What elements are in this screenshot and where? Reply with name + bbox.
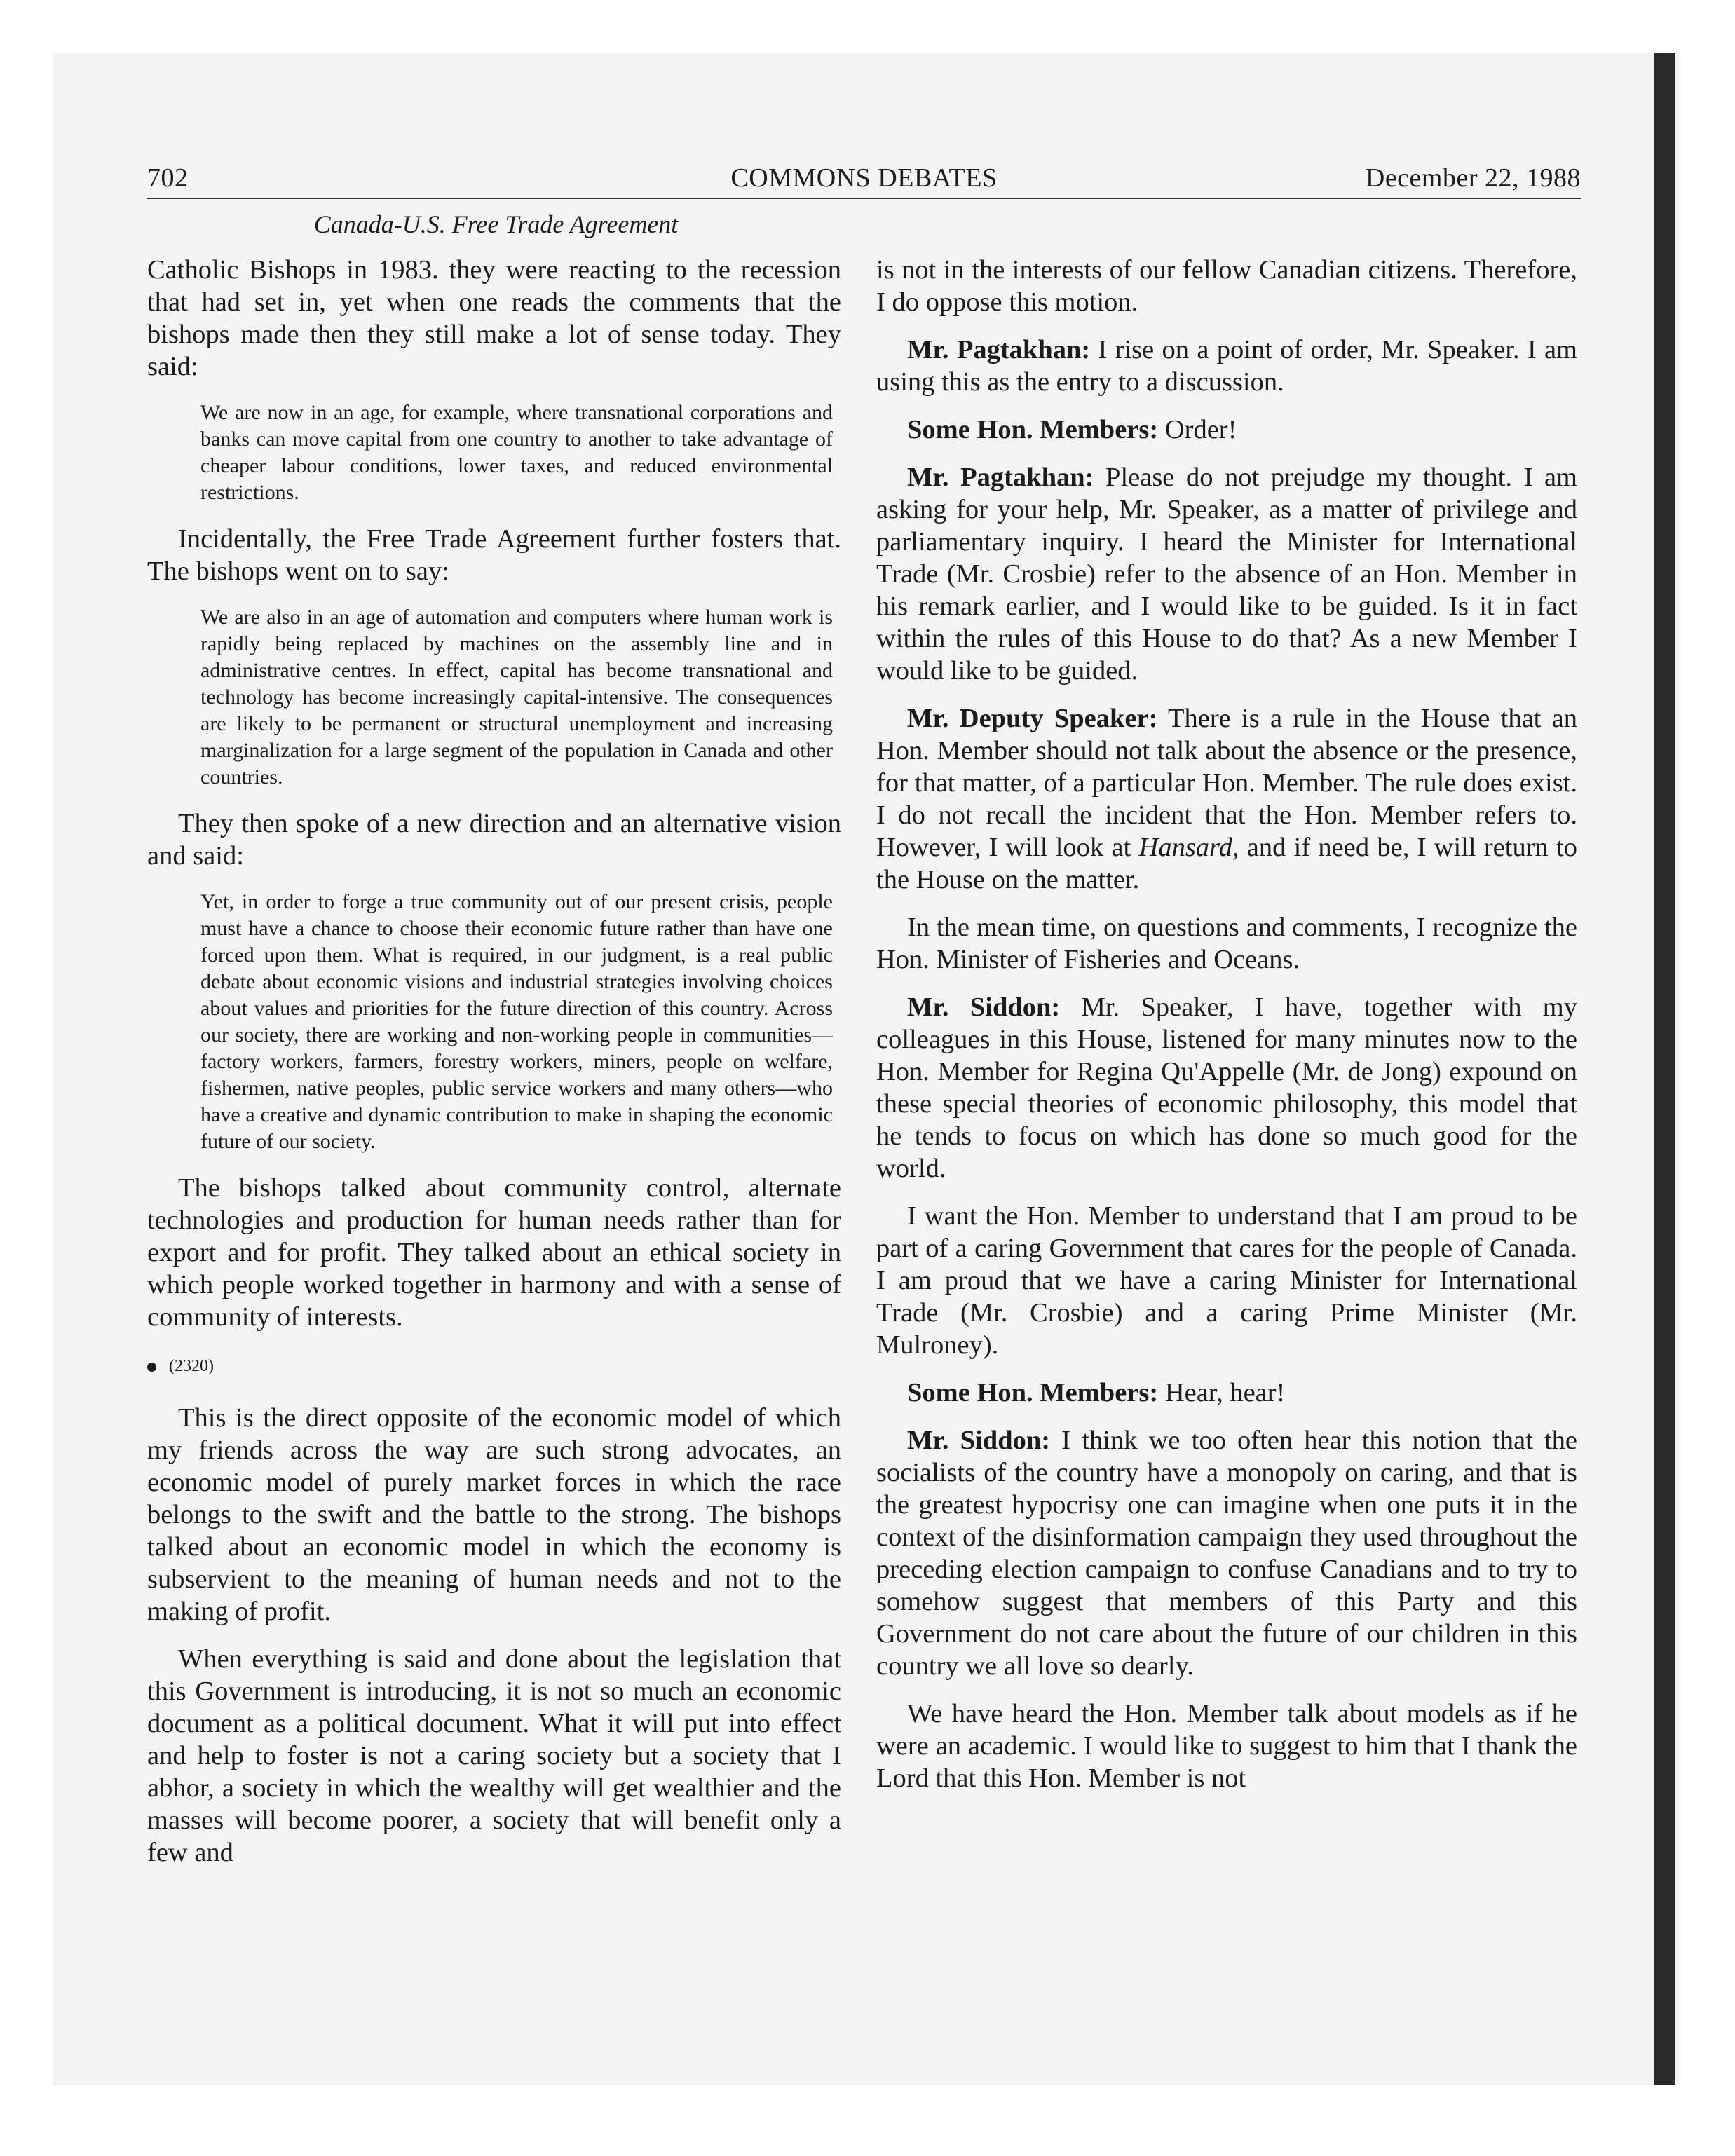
paragraph: We have heard the Hon. Member talk about models as if he were an academic. I would like to suggest to him that I thank the Lord that this Hon. Member is not xyxy=(876,1699,1577,1793)
speaker-name: Some Hon. Members: xyxy=(907,415,1159,444)
speech-paragraph xyxy=(876,1424,1577,1682)
paragraph: This is the direct opposite of the economic model of which my friends across the way are such strong advocates, an economic model of purely market forces in which the race belongs to the swift and the battle to the strong. The bishops talked about an economic model in which the economy is subservient to the meaning of human needs and not to the making of profit. xyxy=(147,1403,841,1626)
block-quote: Yet, in order to forge a true community out of our present crisis, people must have a chance to choose their economic future rather than have one forced upon them. What is required, in our judgment, is a real public debate about economic visions and industrial strategies involving choices about values and priorities for the future direction of this country. Across our society, there are working and non-working people in communities—factory workers, farmers, forestry workers, miners, people on welfare, fishermen, native peoples, public service workers and many others—who have a creative and dynamic contribution to make in shaping the economic future of our society. xyxy=(200,890,833,1153)
block-quote: We are now in an age, for example, where transnational corporations and banks can move capital from one country to another to take advantage of cheaper labour conditions, lower taxes, and reduced environmental restrictions. xyxy=(200,401,833,504)
italic-title: Hansard xyxy=(1138,833,1232,862)
speech-text: I rise on a point of order, Mr. Speaker. I am using this as the entry to a discussion. xyxy=(876,335,1577,397)
paragraph: In the mean time, on questions and comments, I recognize the Hon. Minister of Fisheries and Oceans. xyxy=(876,913,1577,974)
speech-text: , and if need be, I will return to the House on the matter. xyxy=(876,833,1577,894)
paragraph: When everything is said and done about the legislation that this Government is introducing, it is not so much an economic document as a political document. What it will put into effect and help to foster is not a caring society but a society that I abhor, a society in which the wealthy will get wealthier and the masses will become poorer, a society that will benefit only a few and xyxy=(147,1644,841,1867)
speech-text: Hear, hear! xyxy=(1164,1378,1286,1407)
speaker-name: Mr. Siddon: xyxy=(907,992,1061,1022)
speaker-name: Some Hon. Members: xyxy=(907,1378,1159,1407)
paragraph: is not in the interests of our fellow Canadian citizens. Therefore, I do oppose this motion. xyxy=(876,255,1577,317)
speech-paragraph xyxy=(876,461,1577,687)
speech-text: Order! xyxy=(1164,415,1237,444)
left-column xyxy=(147,254,841,1884)
speaker-name: Mr. Pagtakhan: xyxy=(907,463,1094,492)
paragraph: Incidentally, the Free Trade Agreement further fosters that. The bishops went on to say: xyxy=(147,524,841,586)
time-marker xyxy=(147,1354,841,1378)
speaker-name: Mr. Siddon: xyxy=(907,1426,1051,1455)
speech-paragraph xyxy=(876,991,1577,1185)
paragraph: They then spoke of a new direction and an alternative vision and said: xyxy=(147,809,841,871)
speech-paragraph xyxy=(876,1377,1577,1409)
speaker-name: Mr. Pagtakhan: xyxy=(907,335,1091,364)
bullet-icon xyxy=(147,1363,156,1372)
time-marker-text: (2320) xyxy=(169,1357,214,1375)
header-date: December 22, 1988 xyxy=(1365,163,1581,193)
speech-paragraph xyxy=(876,334,1577,398)
right-column xyxy=(876,254,1577,1810)
paragraph: The bishops talked about community control, alternate technologies and production for human needs rather than for export and for profit. They talked about an ethical society in which people worked together in harmony and with a sense of community of interests. xyxy=(147,1173,841,1332)
speech-text: I think we too often hear this notion that the socialists of the country have a monopoly on caring, and that is the greatest hypocrisy one can imagine when one puts it in the context of the disinformation campaign they used throughout the preceding election campaign to confuse Canadians and to try to somehow suggest that members of this Party and this Government do not care about the future of our children in this country we all love so dearly. xyxy=(876,1426,1577,1681)
speech-text: Mr. Speaker, I have, together with my colleagues in this House, listened for many minutes now to the Hon. Member for Regina Qu'Appelle (Mr. de Jong) expound on these special theories of economic philosophy, this model that he tends to focus on which has done so much good for the world. xyxy=(876,992,1578,1183)
paragraph: I want the Hon. Member to understand that I am proud to be part of a caring Government that cares for the people of Canada. I am proud that we have a caring Minister for International Trade (Mr. Crosbie) and a caring Prime Minister (Mr. Mulroney). xyxy=(876,1201,1577,1360)
publication-title: COMMONS DEBATES xyxy=(730,163,998,193)
block-quote: We are also in an age of automation and computers where human work is rapidly being replaced by machines on the assembly line and in administrative centres. In effect, capital has become transnational and technology has become increasingly capital-intensive. The consequences are likely to be permanent or structural unemployment and increasing marginalization for a large segment of the population in Canada and other countries. xyxy=(200,606,833,789)
speech-text: There is a rule in the House that an Hon. Member should not talk about the absence or the presence, for that matter, of a particular Hon. Member. The rule does exist. I do not recall the incident that the Hon. Member refers to. However, I will look at xyxy=(876,704,1577,862)
speech-text: Please do not prejudge my thought. I am asking for your help, Mr. Speaker, as a matter of privilege and parliamentary inquiry. I heard the Minister for International Trade (Mr. Crosbie) refer to the absence of an Hon. Member in his remark earlier, and I would like to be guided. Is it in fact within the rules of this House to do that? As a new Member I would like to be guided. xyxy=(876,463,1577,685)
book-spine-edge xyxy=(1654,53,1675,2085)
speech-paragraph xyxy=(876,414,1577,446)
page-number: 702 xyxy=(147,163,189,193)
speech-paragraph xyxy=(876,702,1577,896)
running-header xyxy=(147,161,1581,199)
paragraph: Catholic Bishops in 1983. they were reacting to the recession that had set in, yet when one reads the comments that the bishops made then they still make a lot of sense today. They said: xyxy=(147,255,841,381)
speaker-name: Mr. Deputy Speaker: xyxy=(907,704,1158,733)
section-subheading: Canada-U.S. Free Trade Agreement xyxy=(313,210,679,238)
